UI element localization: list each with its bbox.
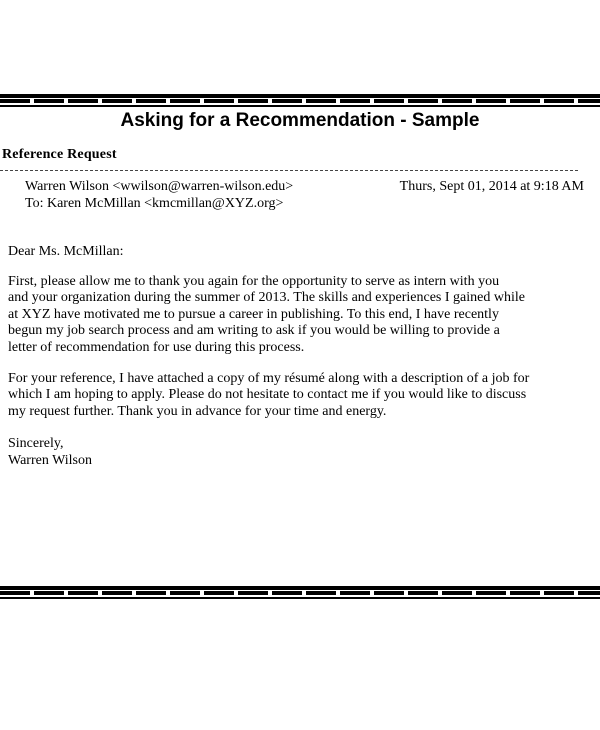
- bottom-rule-thick-line: [0, 586, 600, 590]
- top-decorative-rule: [0, 94, 600, 107]
- bottom-rule-thin-line: [0, 597, 600, 599]
- top-rule-thick-line: [0, 94, 600, 98]
- letter-salutation: Dear Ms. McMillan:: [8, 244, 124, 259]
- letter-signature: Warren Wilson: [8, 453, 92, 468]
- page-title: Asking for a Recommendation - Sample: [120, 110, 480, 131]
- email-subject: Reference Request: [2, 147, 117, 162]
- letter-paragraph-2: For your reference, I have attached a copy of my résumé along with a description of a job for which I am hoping to apply. Please do not hesitate to contact me if you would like to discuss my request further. Thank you in advance for your time and energy.: [8, 371, 530, 419]
- email-sender: Warren Wilson <wwilson@warren-wilson.edu>: [25, 179, 294, 194]
- email-date: Thurs, Sept 01, 2014 at 9:18 AM: [399, 179, 584, 194]
- email-recipient: To: Karen McMillan <kmcmillan@XYZ.org>: [25, 196, 284, 211]
- header-divider: [0, 170, 578, 172]
- bottom-decorative-rule: [0, 586, 600, 599]
- bottom-rule-dashed-line: [0, 591, 600, 595]
- letter-paragraph-1: First, please allow me to thank you again for the opportunity to serve as intern with you and your organization during the summer of 2013. The skills and experiences I gained while at XYZ have motivated me to pursue a career in publishing. To this end, I have recently begun my job search process and am writing to ask if you would be willing to provide a letter of recommendation for use during this process.: [8, 274, 525, 355]
- top-rule-thin-line: [0, 105, 600, 107]
- letter-closing: Sincerely,: [8, 436, 64, 451]
- top-rule-dashed-line: [0, 99, 600, 103]
